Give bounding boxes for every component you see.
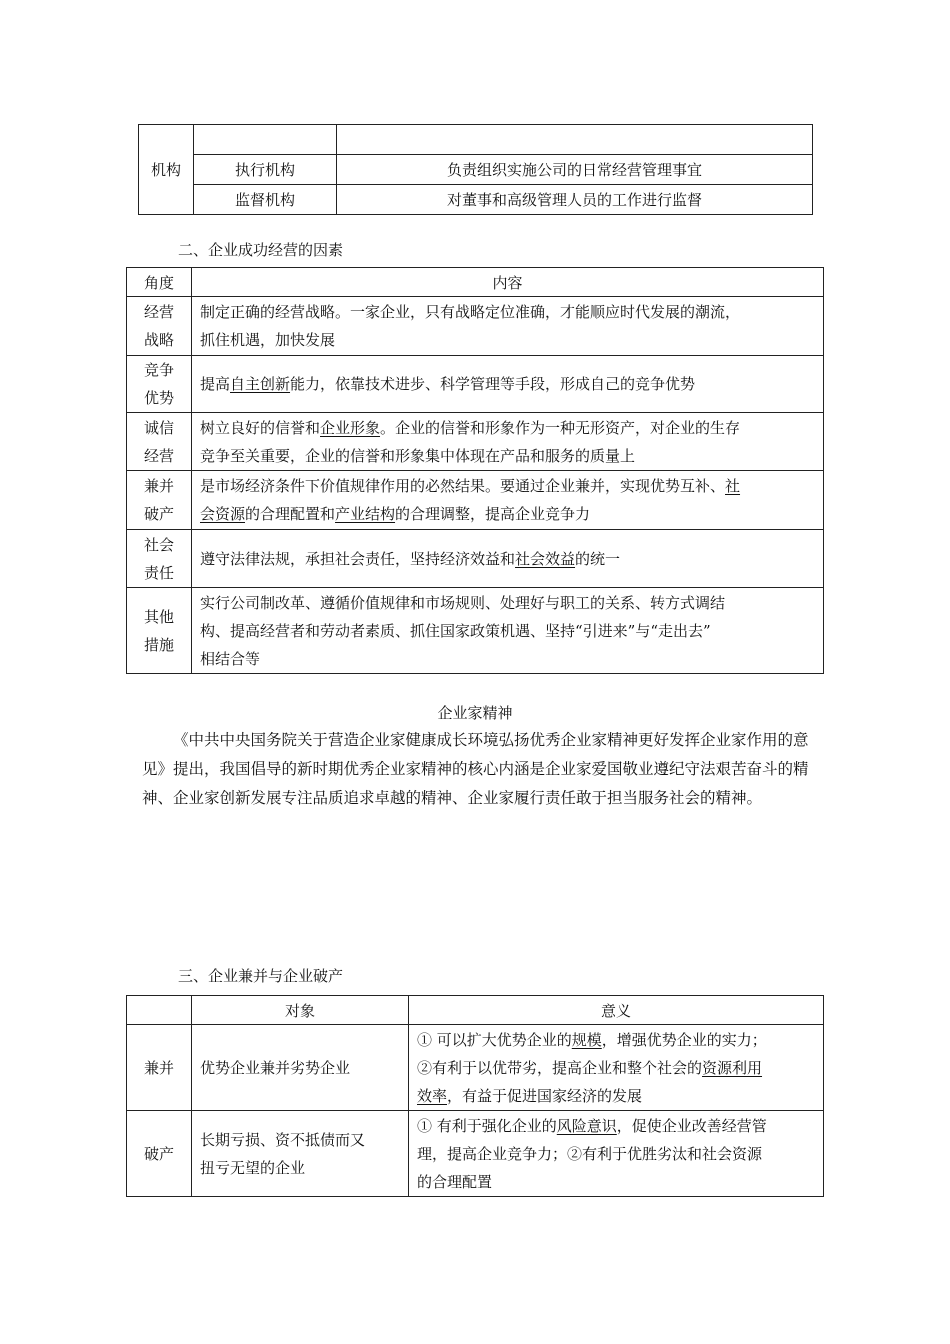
section3-heading: 三、企业兼并与企业破产 xyxy=(178,967,344,985)
content-cell: 遵守法律法规，承担社会责任，坚持经济效益和社会效益的统一 xyxy=(192,530,824,588)
table-row xyxy=(127,471,824,530)
keyword-underline: 会资源 xyxy=(200,505,246,523)
meaning-cell: ① 有利于强化企业的风险意识，促使企业改善经营管 理，提高企业竞争力；②有利于优胜劣汰和社会资源 的合理配置 xyxy=(409,1111,824,1197)
keyword-underline: 社 xyxy=(725,477,741,495)
keyword-underline: 企业形象 xyxy=(320,418,381,437)
success-factors-table xyxy=(126,267,824,674)
org-desc-cell: 负责组织实施公司的日常经营管理事宜 xyxy=(337,155,813,185)
content-cell: 实行公司制改革、遵循价值规律和市场规则、处理好与职工的关系、转方式调结 构、提高经营者和劳动者素质、抓住国家政策机遇、坚持“引进来”与“走出去” 相结合等 xyxy=(192,588,824,674)
object-cell: 长期亏损、资不抵债而又 扭亏无望的企业 xyxy=(192,1111,409,1197)
spirit-title: 企业家精神 xyxy=(437,704,513,722)
table-row xyxy=(127,413,824,471)
table-row xyxy=(127,356,824,413)
org-desc-cell xyxy=(337,125,813,155)
keyword-underline: 风险意识 xyxy=(556,1116,617,1135)
table-row xyxy=(127,1111,824,1197)
header-object: 对象 xyxy=(192,996,409,1025)
meaning-cell: ① 可以扩大优势企业的规模，增强优势企业的实力； ②有利于以优带劣，提高企业和整个社会的资源利用 效率，有益于促进国家经济的发展 xyxy=(409,1025,824,1111)
angle-cell: 社会 责任 xyxy=(127,530,192,588)
content-cell: 树立良好的信誉和企业形象。企业的信誉和形象作为一种无形资产，对企业的生存 竞争至关重要，企业的信誉和形象集中体现在产品和服务的质量上 xyxy=(192,413,824,471)
header-angle: 角度 xyxy=(127,268,192,297)
org-desc-cell: 对董事和高级管理人员的工作进行监督 xyxy=(337,185,813,215)
header-meaning: 意义 xyxy=(409,996,824,1025)
angle-cell: 竞争 优势 xyxy=(127,356,192,413)
keyword-underline: 资源利用 xyxy=(702,1058,763,1077)
section2-heading: 二、企业成功经营的因素 xyxy=(178,241,344,259)
table-row xyxy=(127,1025,824,1111)
table-row xyxy=(127,297,824,356)
content-cell: 制定正确的经营战略。一家企业，只有战略定位准确，才能顺应时代发展的潮流， 抓住机遇，加快发展 xyxy=(192,297,824,356)
keyword-underline: 规模 xyxy=(571,1030,602,1049)
header-content: 内容 xyxy=(192,268,824,297)
merger-bankruptcy-table xyxy=(126,995,824,1197)
org-name-cell: 监督机构 xyxy=(194,185,337,215)
keyword-underline: 效率 xyxy=(417,1086,448,1105)
org-table xyxy=(138,124,813,215)
row-label: 破产 xyxy=(127,1111,192,1197)
spirit-paragraph: 《中共中央国务院关于营造企业家健康成长环境弘扬优秀企业家精神更好发挥企业家作用的意见》提出，我国倡导的新时期优秀企业家精神的核心内涵是企业家爱国敬业遵纪守法艰苦奋斗的精神、企业家创新发展专注品质追求卓越的精神、企业家履行责任敢于担当服务社会的精神。 xyxy=(142,731,809,807)
row-label: 兼并 xyxy=(127,1025,192,1111)
keyword-underline: 社会效益 xyxy=(515,549,576,568)
table-row xyxy=(127,588,824,674)
keyword-underline: 自主创新 xyxy=(230,375,291,393)
angle-cell: 经营 战略 xyxy=(127,297,192,356)
header-empty xyxy=(127,996,192,1025)
angle-cell: 兼并 破产 xyxy=(127,471,192,530)
object-cell: 优势企业兼并劣势企业 xyxy=(192,1025,409,1111)
angle-cell: 其他 措施 xyxy=(127,588,192,674)
angle-cell: 诚信 经营 xyxy=(127,413,192,471)
table-row xyxy=(127,530,824,588)
keyword-underline: 产业结构 xyxy=(335,505,396,523)
content-cell: 提高自主创新能力，依靠技术进步、科学管理等手段，形成自己的竞争优势 xyxy=(192,356,824,413)
org-group-label: 机构 xyxy=(139,125,194,215)
org-name-cell: 执行机构 xyxy=(194,155,337,185)
org-name-cell xyxy=(194,125,337,155)
content-cell: 是市场经济条件下价值规律作用的必然结果。要通过企业兼并，实现优势互补、社 会资源的合理配置和产业结构的合理调整，提高企业竞争力 xyxy=(192,471,824,530)
